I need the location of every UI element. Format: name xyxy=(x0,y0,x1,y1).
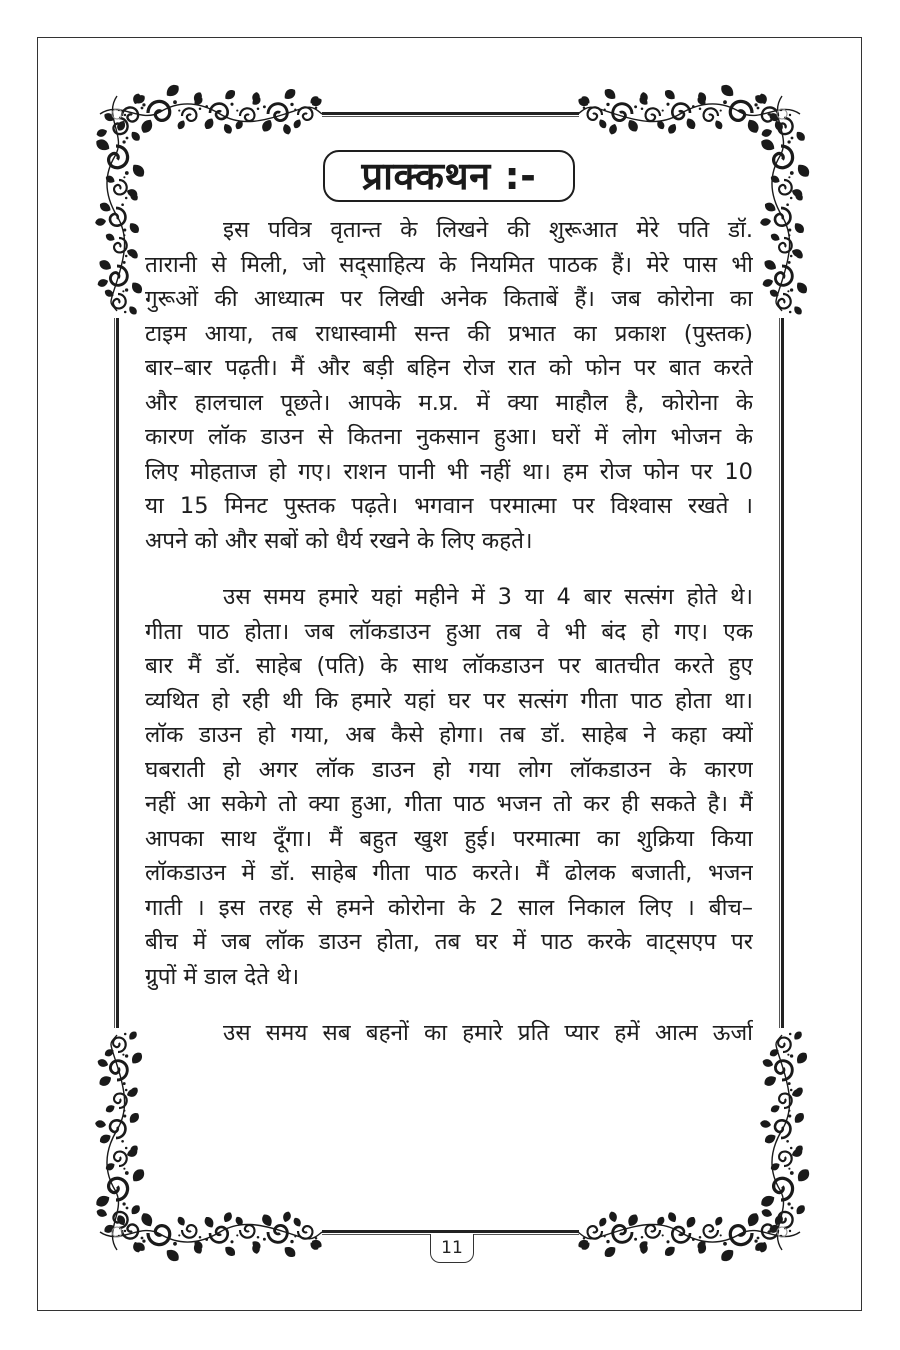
text-line: लॉकडाउन में डॉ. साहेब गीता पाठ करते। मैं ढोलक बजाती, भजन xyxy=(145,860,753,886)
text-line: उस समय सब बहनों का हमारे प्रति प्यार हमें आत्म ऊर्जा xyxy=(223,1020,753,1046)
text-line: या 15 मिनट पुस्तक पढ़ते। भगवान परमात्मा पर विश्वास रखते । xyxy=(145,493,753,519)
text-line: आपका साथ दूँगा। मैं बहुत खुश हुई। परमात्मा का शुक्रिया किया xyxy=(145,825,753,852)
text-line: नहीं आ सकेगे तो क्या हुआ, गीता पाठ भजन तो कर ही सकते है। मैं xyxy=(145,791,753,817)
ornament-bottom-right-vertical xyxy=(759,1030,812,1250)
paragraph-1 xyxy=(145,213,753,558)
text-line: बार मैं डॉ. साहेब (पति) के साथ लॉकडाउन पर बातचीत करते हुए xyxy=(145,653,753,679)
text-line: ग्रुपों में डाल देते थे। xyxy=(145,963,300,990)
text-line: व्यथित हो रही थी कि हमारे यहां घर पर सत्संग गीता पाठ होता था। xyxy=(145,687,753,714)
paragraph-2 xyxy=(145,580,753,994)
ornament-top-right-horizontal xyxy=(577,82,800,136)
page-number-tab xyxy=(430,1234,474,1263)
border-rule-left xyxy=(114,318,119,1028)
text-line: गुरूओं की आध्यात्म पर लिखी अनेक किताबें हैं। जब कोरोना का xyxy=(145,286,753,312)
text-line: गीता पाठ होता। जब लॉकडाउन हुआ तब वे भी बंद हो गए। एक xyxy=(145,618,753,645)
text-line: उस समय हमारे यहां महीने में 3 या 4 बार सत्संग होते थे। xyxy=(223,584,753,610)
text-line: घबराती हो अगर लॉक डाउन हो गया लोग लॉकडाउन के कारण xyxy=(145,756,753,783)
text-line: बार–बार पढ़ती। मैं और बड़ी बहिन रोज रात को फोन पर बात करते xyxy=(145,355,753,381)
text-line: और हालचाल पूछते। आपके म.प्र. में क्या माहौल है, कोरोना के xyxy=(145,389,753,416)
ornament-top-left-horizontal xyxy=(100,82,323,136)
text-line: अपने को और सबों को धैर्य रखने के लिए कहते। xyxy=(145,527,533,554)
text-line: टाइम आया, तब राधास्वामी सन्त की प्रभात का प्रकाश (पुस्तक) xyxy=(145,320,753,347)
paragraph-3 xyxy=(145,1016,753,1051)
ornament-top-right-vertical xyxy=(759,96,812,316)
text-line: इस पवित्र वृतान्त के लिखने की शुरूआत मेरे पति डॉ. xyxy=(223,217,753,243)
text-line: बीच में जब लॉक डाउन होता, तब घर में पाठ करके वाट्सएप पर xyxy=(145,929,753,955)
text-line: कारण लॉक डाउन से कितना नुकसान हुआ। घरों में लोग भोजन के xyxy=(145,424,753,450)
border-rule-top xyxy=(322,112,579,117)
border-rule-right xyxy=(779,318,784,1028)
text-line: लॉक डाउन हो गया, अब कैसे होगा। तब डॉ. साहेब ने कहा क्यों xyxy=(145,722,753,748)
text-line: गाती । इस तरह से हमने कोरोना के 2 साल निकाल लिए । बीच– xyxy=(145,894,753,921)
text-line: तारानी से मिली, जो सद्साहित्य के नियमित पाठक हैं। मेरे पास भी xyxy=(145,251,753,278)
text-line: लिए मोहताज हो गए। राशन पानी भी नहीं था। हम रोज फोन पर 10 xyxy=(145,458,753,485)
body-text xyxy=(145,213,753,1051)
page-title: प्राक्कथन :- xyxy=(361,154,537,198)
ornament-bottom-left-horizontal xyxy=(100,1210,323,1264)
page-number: 11 xyxy=(441,1238,463,1258)
ornament-bottom-right-horizontal xyxy=(577,1210,800,1264)
title-box xyxy=(323,150,575,202)
